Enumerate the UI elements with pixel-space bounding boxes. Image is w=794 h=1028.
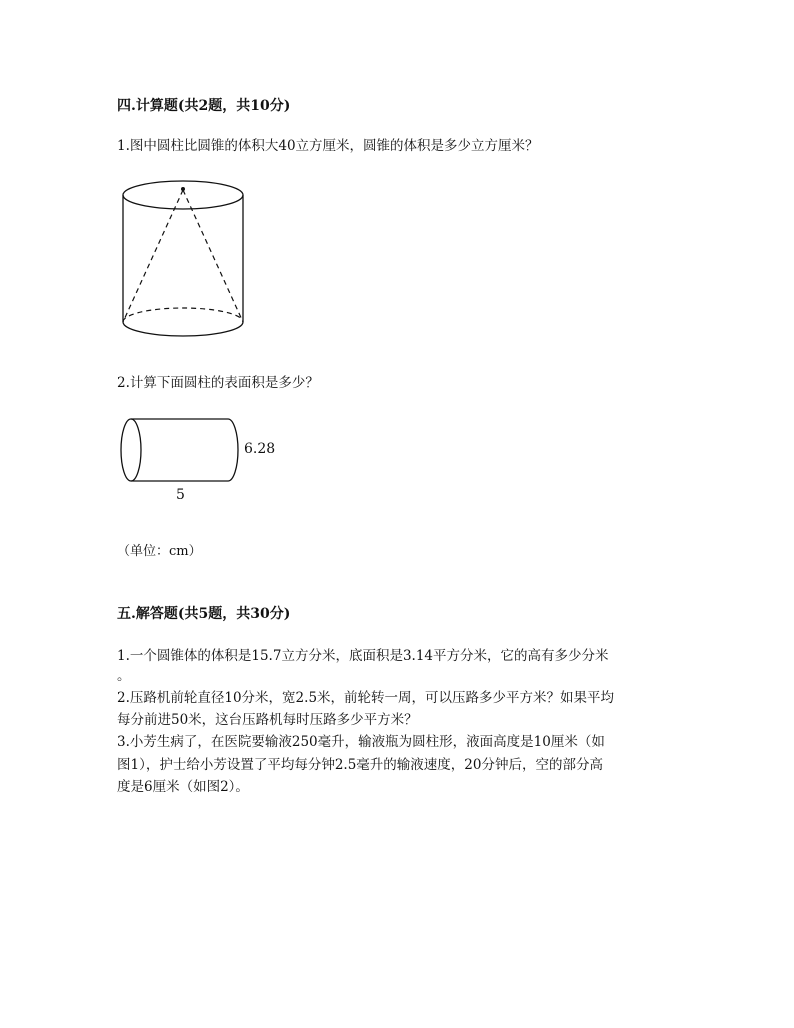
section-4-title: 四.计算题(共2题，共10分): [117, 98, 291, 114]
question-5-3-line-3: 度是6厘米（如图2）。: [117, 779, 249, 795]
cylinder-bottom-back-arc: [123, 308, 243, 322]
cone-right-edge: [183, 190, 243, 322]
cylinder-cone-figure: [115, 176, 255, 346]
question-5-1-line-2: 。: [117, 668, 131, 684]
section-5-title: 五.解答题(共5题，共30分): [117, 606, 291, 622]
length-label: 5: [176, 487, 185, 503]
question-5-2-line-2: 每分前进50米，这台压路机每时压路多少平方米？: [117, 712, 418, 728]
cone-left-edge: [123, 190, 183, 322]
cylinder-bottom-front-arc: [123, 322, 243, 336]
question-4-2-text: 2.计算下面圆柱的表面积是多少？: [117, 375, 319, 391]
question-5-3-line-1: 3.小芳生病了，在医院要输液250毫升，输液瓶为圆柱形，液面高度是10厘米（如: [117, 734, 605, 750]
cylinder-right-end-arc: [228, 419, 238, 481]
question-5-1-line-1: 1.一个圆锥体的体积是15.7立方分米，底面积是3.14平方分米，它的高有多少分米: [117, 648, 609, 664]
horizontal-cylinder-figure: [118, 416, 248, 488]
circumference-label: 6.28: [244, 441, 276, 457]
cylinder-left-end: [121, 419, 141, 481]
question-5-2-line-1: 2.压路机前轮直径10分米，宽2.5米，前轮转一周，可以压路多少平方米？如果平均: [117, 690, 615, 706]
unit-note: （单位：cm）: [117, 544, 202, 559]
question-5-3-line-2: 图1），护士给小芳设置了平均每分钟2.5毫升的输液速度，20分钟后，空的部分高: [117, 757, 603, 773]
cylinder-top-ellipse: [123, 181, 243, 209]
cone-apex-point: [181, 187, 185, 191]
question-4-1-text: 1.图中圆柱比圆锥的体积大40立方厘米，圆锥的体积是多少立方厘米？: [117, 138, 539, 154]
